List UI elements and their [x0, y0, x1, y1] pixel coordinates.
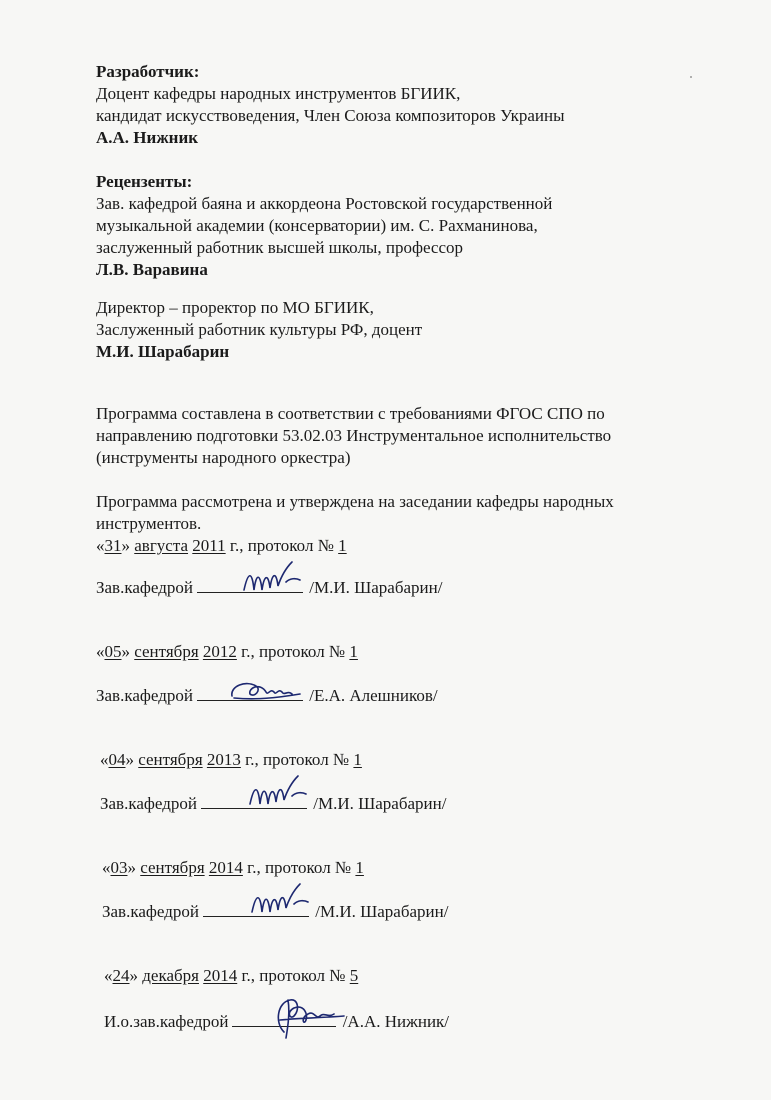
approval-line-2: инструментов. [96, 514, 202, 533]
record-date: «04» сентября 2013 г., протокол № 1 [100, 750, 362, 769]
handwritten-signature [264, 992, 354, 1042]
developer-name: А.А. Нижник [96, 128, 199, 147]
record-signature-line: Зав.кафедрой /М.И. Шарабарин/ [96, 578, 443, 597]
reviewers-heading: Рецензенты: [96, 172, 193, 191]
handwritten-signature [240, 560, 310, 600]
reviewer2-name: М.И. Шарабарин [96, 342, 230, 361]
record-signature-line: Зав.кафедрой /М.И. Шарабарин/ [102, 902, 449, 921]
compliance-line-2: направлению подготовки 53.02.03 Инструментальное исполнительство [96, 426, 612, 445]
handwritten-signature [246, 774, 316, 814]
scan-speck [690, 76, 692, 78]
approval-line-1: Программа рассмотрена и утверждена на заседании кафедры народных [96, 492, 614, 511]
developer-heading: Разработчик: [96, 62, 200, 81]
reviewer1-position: Зав. кафедрой баяна и аккордеона Ростовской государственной [96, 194, 553, 213]
reviewer1-institution: музыкальной академии (консерватории) им. С. Рахманинова, [96, 216, 538, 235]
developer-position: Доцент кафедры народных инструментов БГИИК, [96, 84, 461, 103]
record-date: «31» августа 2011 г., протокол № 1 [96, 536, 347, 555]
handwritten-signature [248, 882, 318, 922]
record-date: «03» сентября 2014 г., протокол № 1 [102, 858, 364, 877]
record-signature-line: Зав.кафедрой /Е.А. Алешников/ [96, 686, 438, 705]
compliance-line-1: Программа составлена в соответствии с требованиями ФГОС СПО по [96, 404, 605, 423]
reviewer1-name: Л.В. Варавина [96, 260, 208, 279]
record-signature-line: И.о.зав.кафедрой /А.А. Нижник/ [104, 1012, 450, 1031]
developer-degree: кандидат искусствоведения, Член Союза композиторов Украины [96, 106, 565, 125]
reviewer1-title: заслуженный работник высшей школы, профессор [96, 238, 464, 257]
handwritten-signature [226, 672, 306, 708]
record-date: «05» сентября 2012 г., протокол № 1 [96, 642, 358, 661]
record-signature-line: Зав.кафедрой /М.И. Шарабарин/ [100, 794, 447, 813]
reviewer2-position: Директор – проректор по МО БГИИК, [96, 298, 374, 317]
reviewer2-title: Заслуженный работник культуры РФ, доцент [96, 320, 423, 339]
compliance-line-3: (инструменты народного оркестра) [96, 448, 351, 467]
record-date: «24» декабря 2014 г., протокол № 5 [104, 966, 359, 985]
